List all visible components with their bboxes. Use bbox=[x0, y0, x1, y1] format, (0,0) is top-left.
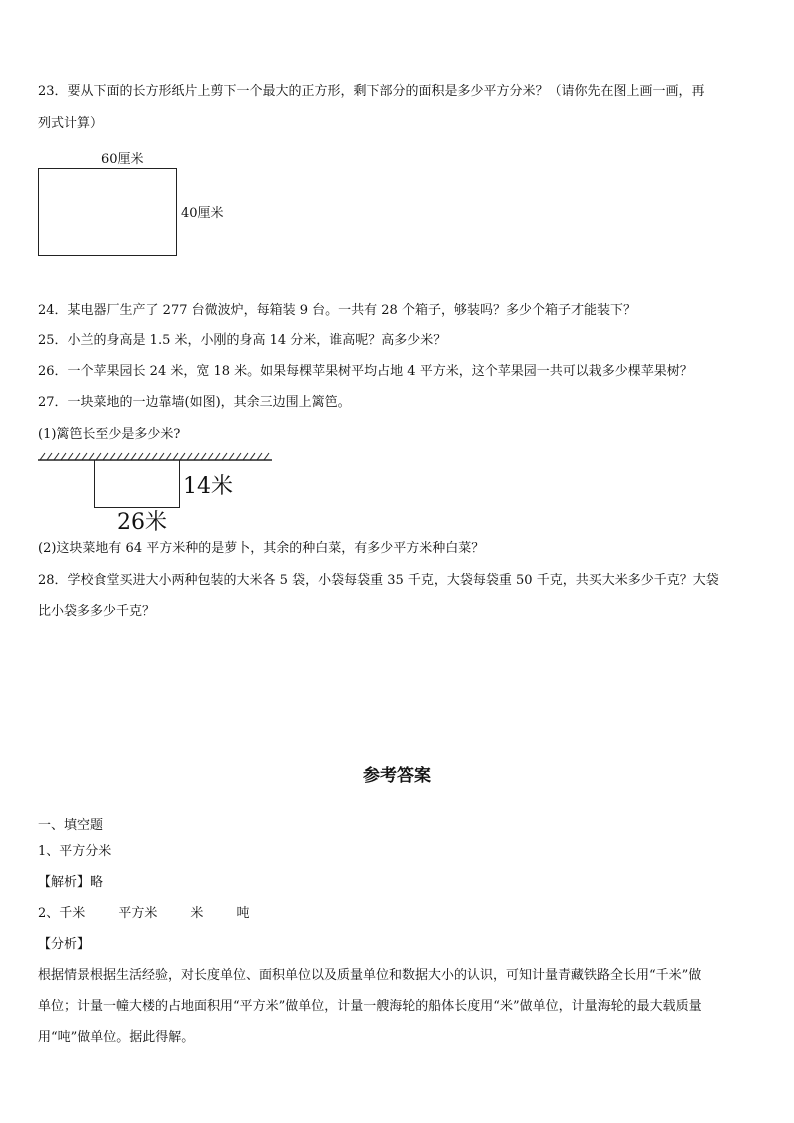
vegetable-plot bbox=[94, 460, 180, 508]
answer-1-analysis: 【解析】略 bbox=[38, 875, 104, 890]
q23-text-line2: 列式计算） bbox=[38, 116, 104, 131]
q27-part1: (1)篱笆长至少是多少米? bbox=[38, 427, 181, 442]
q27-intro: 27．一块菜地的一边靠墙(如图)，其余三边围上篱笆。 bbox=[38, 395, 351, 410]
answers-section-heading: 一、填空题 bbox=[38, 818, 104, 833]
q24-text: 24．某电器厂生产了 277 台微波炉，每箱装 9 台。一共有 28 个箱子，够装吗？多少个箱子才能装下？ bbox=[38, 303, 636, 318]
answer-2-analysis-title: 【分析】 bbox=[38, 937, 91, 952]
q23-height-label: 40厘米 bbox=[181, 206, 224, 221]
q27-bottom-label: 26米 bbox=[117, 510, 167, 535]
q25-text: 25．小兰的身高是 1.5 米，小刚的身高 14 分米，谁高呢？高多少米？ bbox=[38, 333, 447, 348]
q23-text-line1: 23．要从下面的长方形纸片上剪下一个最大的正方形，剩下部分的面积是多少平方分米？（请你先在图上画一画，再 bbox=[38, 84, 705, 99]
answer-2-analysis-line2: 单位；计量一幢大楼的占地面积用“平方米”做单位，计量一艘海轮的船体长度用“米”做单位，计量海轮的最大载质量 bbox=[38, 999, 702, 1014]
answers-title: 参考答案 bbox=[363, 766, 431, 786]
q27-part2: (2)这块菜地有 64 平方米种的是萝卜，其余的种白菜，有多少平方米种白菜？ bbox=[38, 541, 485, 556]
answer-1: 1、平方分米 bbox=[38, 844, 112, 859]
q28-text-line2: 比小袋多多少千克？ bbox=[38, 604, 156, 619]
answer-2-analysis-line1: 根据情景根据生活经验，对长度单位、面积单位以及质量单位和数据大小的认识，可知计量青藏铁路全长用“千米”做 bbox=[38, 968, 702, 983]
q23-width-label: 60厘米 bbox=[101, 152, 144, 167]
answer-2-analysis-line3: 用“吨”做单位。据此得解。 bbox=[38, 1030, 195, 1045]
answer-2: 2、千米 平方米 米 吨 bbox=[38, 906, 250, 921]
q28-text-line1: 28．学校食堂买进大小两种包装的大米各 5 袋，小袋每袋重 35 千克，大袋每袋重 50 千克，共买大米多少千克？大袋 bbox=[38, 573, 719, 588]
q27-side-label: 14米 bbox=[183, 474, 233, 499]
q23-rectangle bbox=[38, 168, 177, 256]
q26-text: 26．一个苹果园长 24 米，宽 18 米。如果每棵苹果树平均占地 4 平方米，这个苹果园一共可以栽多少棵苹果树？ bbox=[38, 364, 693, 379]
